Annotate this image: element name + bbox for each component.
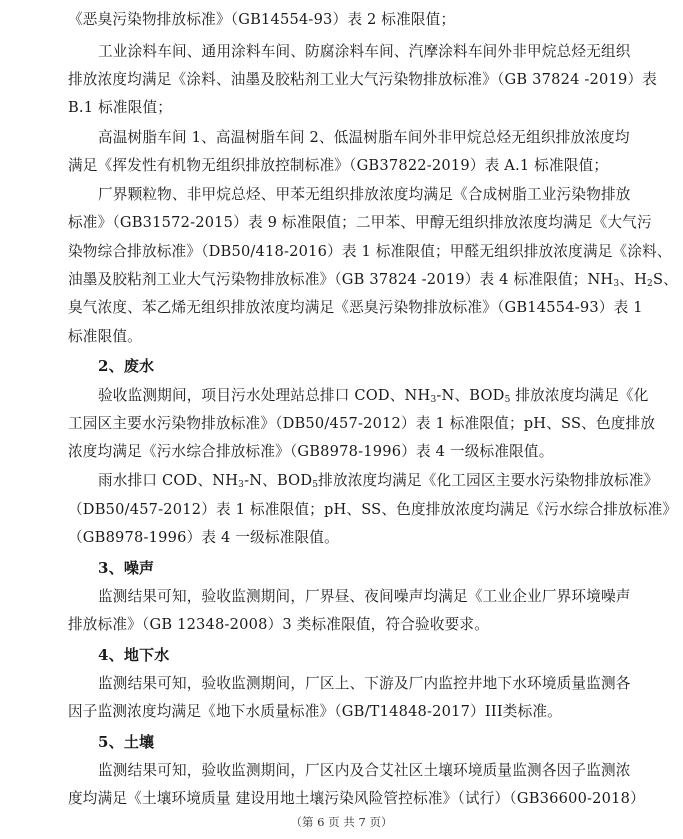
text-line: 《恶臭污染物排放标准》（GB14554-93）表 2 标准限值；	[68, 11, 456, 28]
section-heading-groundwater: 4、地下水	[98, 646, 170, 664]
text-run: -N、BOD	[244, 472, 313, 489]
section-heading-soil: 5、土壤	[98, 733, 155, 751]
section-heading-noise: 3、噪声	[98, 559, 155, 577]
page-number-footer: （第 6 页 共 7 页）	[290, 815, 393, 829]
text-line: 度均满足《土壤环境质量 建设用地土壤污染风险管控标准》（试行）（GB36600-2018）	[68, 790, 645, 807]
text-line: 厂界颗粒物、非甲烷总烃、甲苯无组织排放浓度均满足《合成树脂工业污染物排放	[98, 186, 631, 203]
text-line: 标准限值。	[68, 328, 142, 345]
text-line: 染物综合排放标准》（DB50/418-2016）表 1 标准限值；甲醛无组织排放浓度满足《涂料、	[68, 243, 672, 260]
text-line: 排放标准》（GB 12348-2008）3 类标准限值，符合验收要求。	[68, 616, 490, 633]
text-run: 排放浓度均满足《化工园区主要水污染物排放标准》	[318, 472, 659, 489]
text-line: 监测结果可知，验收监测期间，厂区内及合艾社区土壤环境质量监测各因子监测浓	[98, 762, 631, 779]
text-line: 满足《挥发性有机物无组织排放控制标准》（GB37822-2019）表 A.1 标准限值；	[68, 157, 609, 174]
text-line: （DB50/457-2012）表 1 标准限值；pH、SS、色度排放浓度均满足《污水综合排放标准》	[68, 501, 678, 518]
text-run: 油墨及胶粘剂工业大气污染物排放标准》（GB 37824 -2019）表 4 标准限值；NH	[68, 271, 614, 288]
text-line: 监测结果可知，验收监测期间，厂区上、下游及厂内监控井地下水环境质量监测各	[98, 675, 631, 692]
text-run: 排放浓度均满足《化	[510, 387, 649, 404]
text-run: 验收监测期间，项目污水处理站总排口 COD、NH	[98, 387, 431, 404]
text-line: 因子监测浓度均满足《地下水质量标准》（GB/T14848-2017）III类标准。	[68, 703, 562, 720]
subscript: 3	[613, 279, 620, 289]
text-run: -N、BOD	[436, 387, 505, 404]
text-line	[68, 270, 678, 290]
subscript: 5	[504, 395, 511, 405]
text-line	[98, 386, 649, 406]
text-run: 雨水排口 COD、NH	[98, 472, 239, 489]
subscript: 3	[430, 395, 437, 405]
text-line: 排放浓度均满足《涂料、油墨及胶粘剂工业大气污染物排放标准》（GB 37824 -2019）表	[68, 71, 658, 88]
text-line: 监测结果可知，验收监测期间，厂界昼、夜间噪声均满足《工业企业厂界环境噪声	[98, 588, 631, 605]
subscript: 2	[647, 279, 653, 289]
text-line: 臭气浓度、苯乙烯无组织排放浓度均满足《恶臭污染物排放标准》（GB14554-93）表 1	[68, 299, 643, 316]
text-line: 标准》（GB31572-2015）表 9 标准限值；二甲苯、甲醇无组织排放浓度均满足《大气污	[68, 214, 652, 231]
text-line: （GB8978-1996）表 4 一级标准限值。	[68, 529, 339, 546]
text-line: B.1 标准限值；	[68, 99, 173, 116]
text-run: S、	[652, 271, 678, 288]
text-line: 工园区主要水污染物排放标准》（DB50/457-2012）表 1 标准限值；pH、SS、色度排放	[68, 415, 656, 432]
text-line	[98, 471, 659, 491]
subscript: 3	[238, 480, 245, 490]
text-line: 浓度均满足《污水综合排放标准》（GB8978-1996）表 4 一级标准限值。	[68, 443, 554, 460]
text-line: 工业涂料车间、通用涂料车间、防腐涂料车间、汽摩涂料车间外非甲烷总烃无组织	[98, 43, 631, 60]
subscript: 5	[312, 480, 319, 490]
text-run: 、H	[619, 271, 648, 288]
section-heading-wastewater: 2、废水	[98, 357, 155, 375]
text-line: 高温树脂车间 1、高温树脂车间 2、低温树脂车间外非甲烷总烃无组织排放浓度均	[98, 129, 630, 146]
